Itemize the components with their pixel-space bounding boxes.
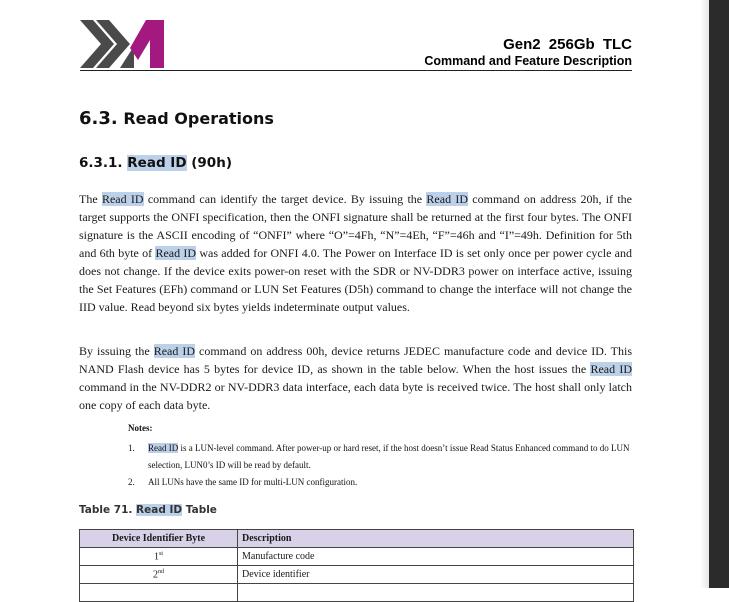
document-title: Gen2 256Gb TLC	[503, 36, 632, 53]
byte-number: 1	[153, 551, 159, 563]
byte-number: 2	[153, 569, 158, 581]
search-highlight: Read ID	[127, 155, 187, 171]
byte-cell	[80, 548, 238, 566]
table-row	[80, 548, 634, 566]
subsection-number: 6.3.1.	[79, 155, 123, 171]
description-cell	[238, 584, 634, 602]
section-title: Read Operations	[123, 109, 274, 128]
paragraph-jedec	[79, 342, 632, 414]
section-heading	[79, 108, 274, 129]
search-highlight: Read ID	[153, 344, 196, 358]
section-number: 6.3.	[79, 108, 118, 129]
header-divider	[80, 70, 632, 71]
note-text	[148, 440, 633, 474]
company-logo	[80, 20, 164, 68]
text-run: command in the NV-DDR2 or NV-DDR3 data interface, each data byte is received twice. The host shall only latch one copy of each data byte.	[79, 380, 632, 412]
ordinal-suffix: nd	[158, 568, 164, 575]
text-run: All LUNs have the same ID for multi-LUN configuration.	[148, 477, 358, 487]
column-header: Description	[238, 530, 634, 548]
note-number: 1.	[128, 443, 135, 453]
text-run: The	[79, 192, 102, 206]
notes-block	[128, 423, 633, 491]
caption-suffix: Table	[182, 504, 217, 516]
caption-prefix: Table 71.	[79, 504, 137, 516]
search-highlight: Read ID	[136, 504, 183, 516]
text-run: By issuing the	[79, 344, 154, 358]
text-run: was added for ONFI 4.0. The Power on Interface ID is set only once per power cycle and does not change. If the device exits power-on reset with the SDR or NV-DDR3 power on interface active, issuing the Set Features (EFh) command or LUN Set Features (D5h) command to change the interface will not change the IID value. Read beyond six bytes yields indeterminate output values.	[79, 246, 633, 314]
notes-title: Notes:	[128, 423, 153, 433]
table-row	[80, 584, 634, 602]
byte-cell	[80, 566, 238, 584]
search-highlight: Read ID	[590, 362, 632, 376]
search-highlight: Read ID	[101, 192, 144, 206]
note-text	[148, 474, 633, 491]
document-subtitle: Command and Feature Description	[424, 54, 632, 68]
text-run: command on address 00h, device returns JEDEC manufacture code and device ID. This NAND Flash device has 5 bytes for device ID, as shown in the table below. When the host issues the	[79, 344, 633, 376]
search-highlight: Read ID	[155, 246, 197, 260]
search-highlight: Read ID	[426, 192, 469, 206]
description-cell: Device identifier	[238, 566, 634, 584]
table-row	[80, 566, 634, 584]
column-header: Device Identifier Byte	[80, 530, 238, 548]
viewer-background	[709, 0, 729, 588]
table-caption	[79, 504, 217, 516]
table-header-row	[80, 530, 634, 548]
ordinal-suffix: st	[158, 550, 163, 557]
paragraph-onfi	[79, 190, 632, 316]
note-item	[128, 474, 633, 491]
page-edge-shadow	[700, 0, 709, 588]
search-highlight: Read ID	[148, 443, 179, 453]
text-run: command on address 20h, if the target supports the ONFI specification, then the ONFI signature shall be returned at the first four bytes. The ONFI signature is the ASCII encoding of “ONFI” where “O”=4Fh, “N”=4Eh, “F”=46h and “I”=49h. Definition for 5th and 6th byte of	[79, 192, 632, 260]
subsection-title-rest: (90h)	[186, 155, 232, 171]
byte-cell	[80, 584, 238, 602]
read-id-table	[79, 529, 634, 602]
note-item	[128, 440, 633, 474]
note-number: 2.	[128, 477, 135, 487]
text-run: command can identify the target device. By issuing the	[143, 192, 427, 206]
text-run: is a LUN-level command. After power-up or hard reset, if the host doesn’t issue Read Status Enhanced command to do LUN selection, LUN0’s ID will be read by default.	[148, 443, 630, 470]
subsection-heading	[79, 155, 232, 171]
description-cell: Manufacture code	[238, 548, 634, 566]
